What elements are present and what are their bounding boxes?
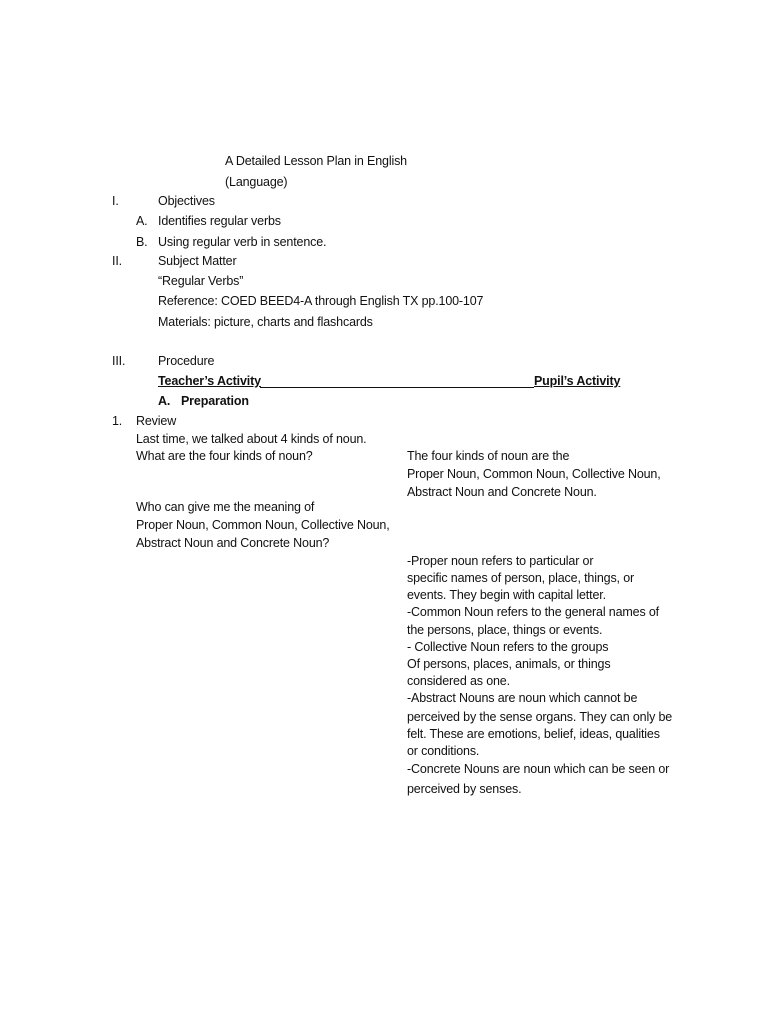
section-heading-subject-matter: Subject Matter bbox=[158, 254, 237, 268]
pupil-line: -Abstract Nouns are noun which cannot be bbox=[407, 691, 638, 705]
pupil-line: -Concrete Nouns are noun which can be seen or bbox=[407, 762, 670, 776]
teacher-line: Abstract Noun and Concrete Noun? bbox=[136, 536, 330, 550]
teacher-line: Proper Noun, Common Noun, Collective Noun, bbox=[136, 518, 390, 532]
subject-reference: Reference: COED BEED4-A through English TX pp.100-107 bbox=[158, 294, 484, 308]
activity-header-underline bbox=[260, 387, 534, 388]
pupil-line: -Common Noun refers to the general names of bbox=[407, 605, 660, 619]
objective-marker: A. bbox=[136, 214, 148, 228]
pupil-line: The four kinds of noun are the bbox=[407, 449, 570, 463]
pupil-line: the persons, place, things or events. bbox=[407, 623, 603, 637]
objective-marker: B. bbox=[136, 235, 148, 249]
section-numeral-objectives: I. bbox=[112, 194, 119, 208]
teacher-line: Who can give me the meaning of bbox=[136, 500, 315, 514]
pupil-line: perceived by the sense organs. They can only be bbox=[407, 710, 673, 724]
subject-topic: “Regular Verbs” bbox=[158, 274, 244, 288]
pupil-line: specific names of person, place, things, or bbox=[407, 571, 635, 585]
document-title: A Detailed Lesson Plan in English bbox=[225, 154, 407, 168]
pupil-line: considered as one. bbox=[407, 674, 510, 688]
objective-item: Using regular verb in sentence. bbox=[158, 235, 327, 249]
step-marker: 1. bbox=[112, 414, 123, 428]
pupil-line: -Proper noun refers to particular or bbox=[407, 554, 594, 568]
section-heading-procedure: Procedure bbox=[158, 354, 215, 368]
objective-item: Identifies regular verbs bbox=[158, 214, 281, 228]
section-heading-objectives: Objectives bbox=[158, 194, 215, 208]
pupil-line: events. They begin with capital letter. bbox=[407, 588, 606, 602]
section-numeral-procedure: III. bbox=[112, 354, 126, 368]
document-subtitle: (Language) bbox=[225, 175, 288, 189]
teacher-line: Last time, we talked about 4 kinds of noun. bbox=[136, 432, 367, 446]
step-review: Review bbox=[136, 414, 177, 428]
teacher-line: What are the four kinds of noun? bbox=[136, 449, 313, 463]
pupil-line: Of persons, places, animals, or things bbox=[407, 657, 611, 671]
pupil-line: - Collective Noun refers to the groups bbox=[407, 640, 609, 654]
teacher-activity-header: Teacher’s Activity bbox=[158, 374, 261, 388]
subsection-marker: A. bbox=[158, 394, 171, 408]
pupil-line: Proper Noun, Common Noun, Collective Noun, bbox=[407, 467, 661, 481]
pupil-line: felt. These are emotions, belief, ideas, qualities bbox=[407, 727, 660, 741]
pupil-line: perceived by senses. bbox=[407, 782, 522, 796]
pupil-line: Abstract Noun and Concrete Noun. bbox=[407, 485, 597, 499]
section-numeral-subject-matter: II. bbox=[112, 254, 122, 268]
subsection-preparation: Preparation bbox=[181, 394, 249, 408]
subject-materials: Materials: picture, charts and flashcards bbox=[158, 315, 373, 329]
pupil-activity-header: Pupil’s Activity bbox=[534, 374, 621, 388]
pupil-line: or conditions. bbox=[407, 744, 480, 758]
